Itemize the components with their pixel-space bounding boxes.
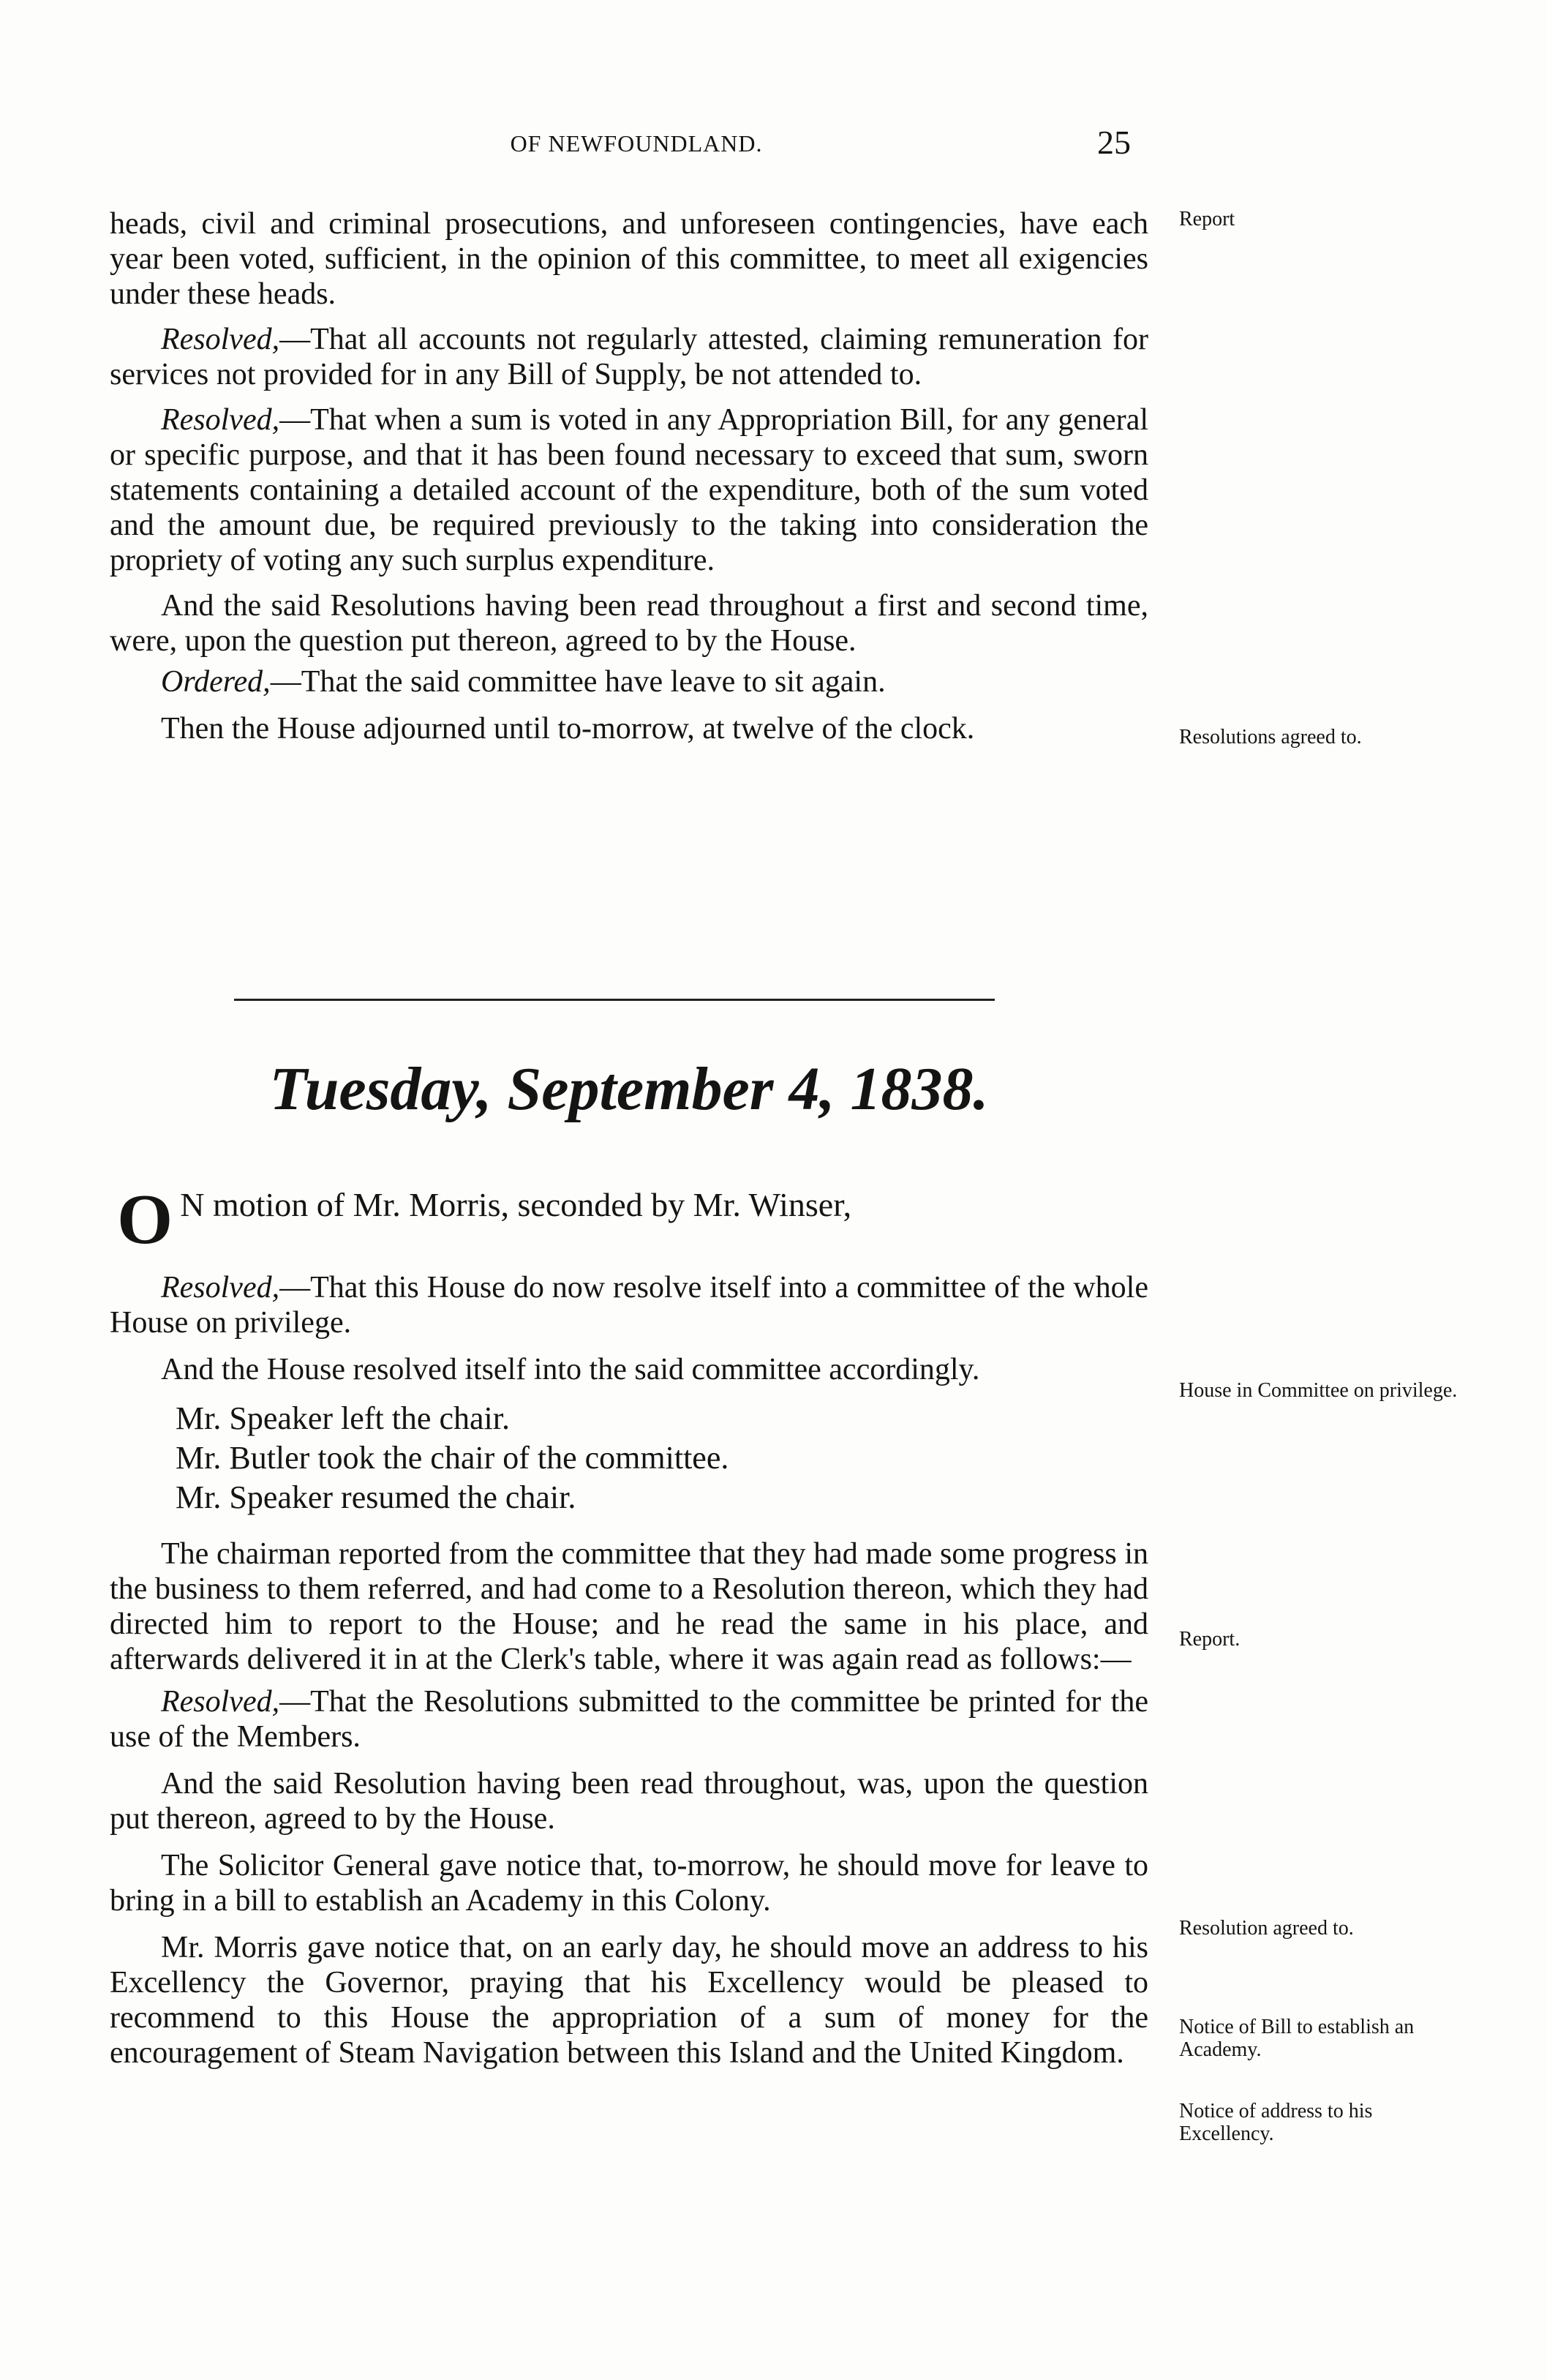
page-number: 25 xyxy=(1097,124,1131,161)
speaker-left-line: Mr. Speaker left the chair. xyxy=(176,1400,510,1436)
resolution-accounts xyxy=(110,322,1148,392)
resolution-printed xyxy=(110,1684,1148,1754)
solicitor-notice-paragraph: The Solicitor General gave notice that, to-morrow, he should move for leave to bring in a bill to establish an Academy in this Colony. xyxy=(110,1849,1148,1918)
margin-note-resolution-agreed: Resolution agreed to. xyxy=(1179,1917,1354,1940)
resolved-lead: Resolved, xyxy=(161,1685,280,1719)
section-divider xyxy=(234,999,995,1001)
resolution-text: —That all accounts not regularly attested, claiming remuneration for services not provided for in any Bill of Supply, be not attended to. xyxy=(110,323,1148,391)
resolved-lead: Resolved, xyxy=(161,1271,280,1305)
running-header: OF NEWFOUNDLAND. xyxy=(510,130,763,157)
resolution-agreed-paragraph: And the said Resolution having been read throughout, was, upon the question put thereon, agreed to by the House. xyxy=(110,1767,1148,1836)
resolution-text: —That this House do now resolve itself into a committee of the whole House on privilege. xyxy=(110,1271,1148,1340)
continuation-paragraph: heads, civil and criminal prosecutions, and unforeseen contingencies, have each year been voted, sufficient, in the opinion of this committee, to meet all exigencies under these heads. xyxy=(110,207,1148,311)
adjourned-paragraph: Then the House adjourned until to-morrow, at twelve of the clock. xyxy=(161,712,975,746)
motion-text: N motion of Mr. Morris, seconded by Mr. Winser, xyxy=(180,1186,852,1223)
resolution-text: —That the Resolutions submitted to the committee be printed for the use of the Members. xyxy=(110,1685,1148,1754)
margin-note-notice-bill: Notice of Bill to establish an Academy. xyxy=(1179,2016,1415,2061)
butler-line: Mr. Butler took the chair of the committee. xyxy=(176,1440,729,1476)
resolution-appropriation xyxy=(110,402,1148,578)
session-section xyxy=(110,1180,1148,2071)
morris-notice-paragraph: Mr. Morris gave notice that, on an early day, he should move an address to his Excellency the Governor, praying that his Excellency would be pleased to recommend to this House the appropriation of a sum of money for the encouragement of Steam Navigation between this Island and the United Kingdom. xyxy=(110,1931,1148,2070)
motion-paragraph xyxy=(110,1180,1148,1259)
resolution-committee xyxy=(110,1270,1148,1340)
top-section xyxy=(110,206,1148,746)
margin-note-house-committee: House in Committee on privilege. xyxy=(1179,1379,1458,1402)
resolved-lead: Resolved, xyxy=(161,323,280,356)
speaker-resumed-line: Mr. Speaker resumed the chair. xyxy=(176,1479,576,1515)
resolved-lead: Resolved, xyxy=(161,403,280,437)
ordered-lead: Ordered, xyxy=(161,665,271,699)
committee-paragraph: And the House resolved itself into the said committee accordingly. xyxy=(161,1353,980,1386)
ordered-paragraph xyxy=(110,664,1148,699)
resolution-text: —That when a sum is voted in any Appropriation Bill, for any general or specific purpose, and that it has been found necessary to exceed that sum, sworn statements containing a detailed account of the expenditure, both of the sum voted and the amount due, be required previously to the taking into consideration the propriety of voting any such surplus expenditure. xyxy=(110,403,1148,577)
margin-note-report: Report. xyxy=(1179,1628,1241,1651)
margin-note-notice-address: Notice of address to his Excellency. xyxy=(1179,2100,1373,2145)
drop-cap: O xyxy=(117,1180,173,1259)
resolutions-agreed-paragraph: And the said Resolutions having been read throughout a first and second time, were, upon the question put thereon, agreed to by the House. xyxy=(110,589,1148,658)
margin-note-report-top: Report xyxy=(1179,208,1235,230)
margin-note-resolutions-agreed: Resolutions agreed to. xyxy=(1179,726,1362,748)
report-paragraph: The chairman reported from the committee that they had made some progress in the business to them referred, and had come to a Resolution thereon, which they had directed him to report to the House; and he read the same in his place, and afterwards delivered it in at the Clerk's table, where it was again read as follows:— xyxy=(110,1537,1148,1676)
date-heading: Tuesday, September 4, 1838. xyxy=(269,1055,989,1123)
ordered-text: —That the said committee have leave to sit again. xyxy=(270,665,886,699)
